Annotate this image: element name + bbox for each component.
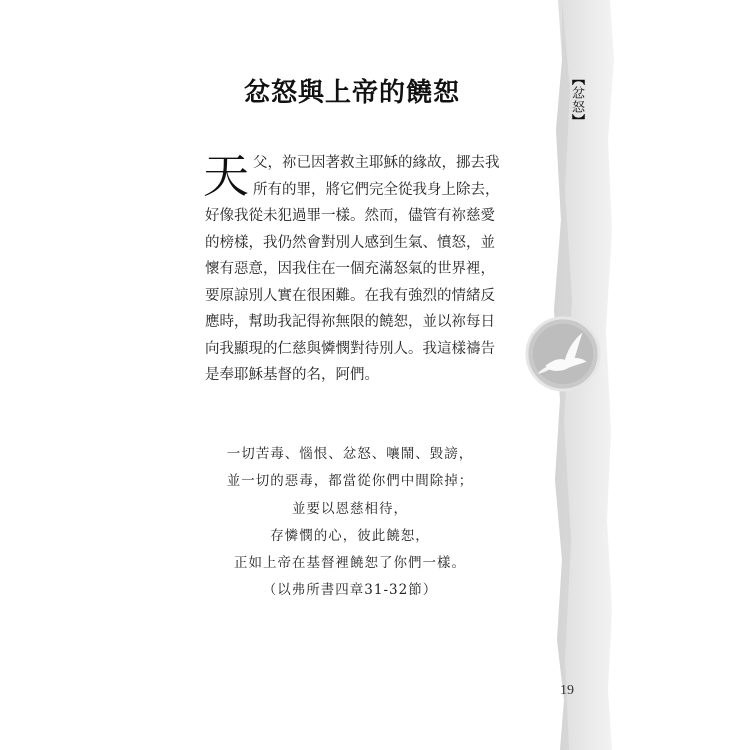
page-title: 忿怒與上帝的饒恕 (243, 78, 460, 108)
verse-line: 並要以恩慈相待， (292, 500, 408, 517)
chapter-side-tag (562, 72, 584, 128)
side-tag-open-bracket: 【 (569, 72, 584, 86)
side-tag-label: 忿怒 (569, 86, 584, 114)
prayer-paragraph (205, 150, 505, 389)
page-number: 19 (560, 683, 574, 698)
verse-line: 正如上帝在基督裡饒恕了你們一樣。 (234, 555, 466, 572)
verse-line: 並一切的惡毒，都當從你們中間除掉； (226, 473, 474, 490)
drop-cap: 天 (203, 149, 249, 203)
prayer-text: 父，祢已因著救主耶穌的緣故，挪去我所有的罪，將它們完全從我身上除去，好像我從未犯過罪一樣。然而，儘管有祢慈愛的榜樣，我仍然會對別人感到生氣、憤怒，並懷有惡意，因我住在一個充滿怒氣的世界裡，要原諒別人實在很困難。在我有強烈的情緒反應時，幫助我記得祢無限的饒恕，並以祢每日向我顯現的仁慈與憐憫對待別人。我這樣禱告是奉耶穌基督的名，阿們。 (205, 155, 500, 383)
verse-line: 一切苦毒、惱恨、忿怒、嚷鬧、毀謗， (226, 446, 474, 462)
verse-reference: （以弗所書四章31-32節） (262, 582, 438, 599)
scripture-verse (180, 441, 520, 605)
dove-icon (524, 315, 602, 393)
verse-line: 存憐憫的心，彼此饒恕， (270, 527, 430, 544)
side-tag-close-bracket: 】 (569, 114, 584, 128)
